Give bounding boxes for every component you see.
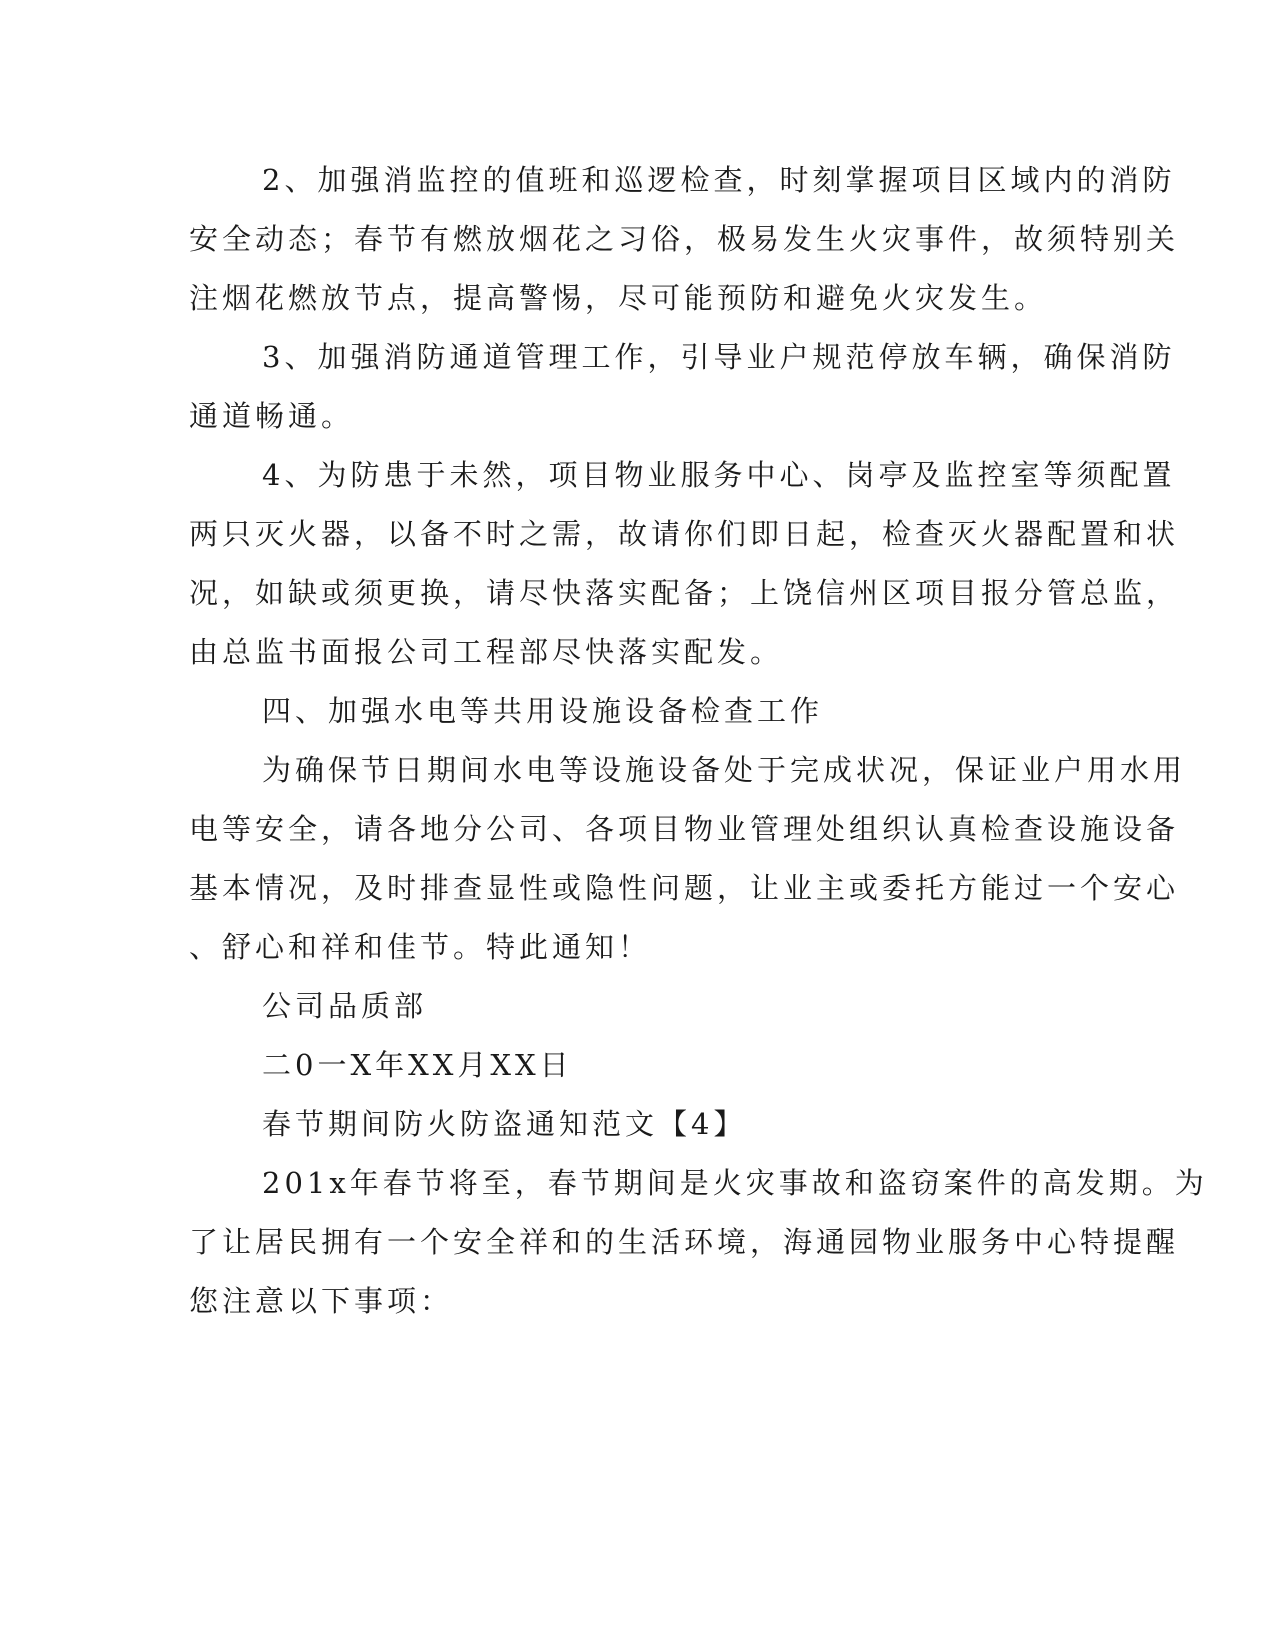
paragraph-line: 了让居民拥有一个安全祥和的生活环境，海通园物业服务中心特提醒 [189, 1225, 1180, 1259]
paragraph-line: 2、加强消监控的值班和巡逻检查，时刻掌握项目区域内的消防 [262, 163, 1176, 197]
paragraph-line: 两只灭火器，以备不时之需，故请你们即日起，检查灭火器配置和状 [189, 517, 1180, 551]
signature-department: 公司品质部 [262, 989, 428, 1023]
paragraph-line: 3、加强消防通道管理工作，引导业户规范停放车辆，确保消防 [262, 340, 1176, 374]
paragraph-line: 通道畅通。 [189, 399, 355, 433]
paragraph-line: 注烟花燃放节点，提高警惕，尽可能预防和避免火灾发生。 [189, 281, 1048, 315]
paragraph-line: 由总监书面报公司工程部尽快落实配发。 [189, 635, 784, 669]
paragraph-line: 201x年春节将至，春节期间是火灾事故和盗窃案件的高发期。为 [262, 1166, 1208, 1200]
paragraph-line: 基本情况，及时排查显性或隐性问题，让业主或委托方能过一个安心 [189, 871, 1180, 905]
paragraph-line: 、舒心和祥和佳节。特此通知！ [189, 930, 652, 964]
section-heading: 四、加强水电等共用设施设备检查工作 [262, 694, 824, 728]
paragraph-line: 您注意以下事项： [189, 1284, 454, 1318]
paragraph-line: 况，如缺或须更换，请尽快落实配备；上饶信州区项目报分管总监， [189, 576, 1180, 610]
paragraph-line: 为确保节日期间水电等设施设备处于完成状况，保证业户用水用 [262, 753, 1187, 787]
paragraph-line: 电等安全，请各地分公司、各项目物业管理处组织认真检查设施设备 [189, 812, 1180, 846]
paragraph-line: 4、为防患于未然，项目物业服务中心、岗亭及监控室等须配置 [262, 458, 1176, 492]
signature-date: 二0一X年XX月XX日 [262, 1048, 573, 1082]
paragraph-line: 安全动态；春节有燃放烟花之习俗，极易发生火灾事件，故须特别关 [189, 222, 1180, 256]
section-title: 春节期间防火防盗通知范文【4】 [262, 1107, 747, 1141]
